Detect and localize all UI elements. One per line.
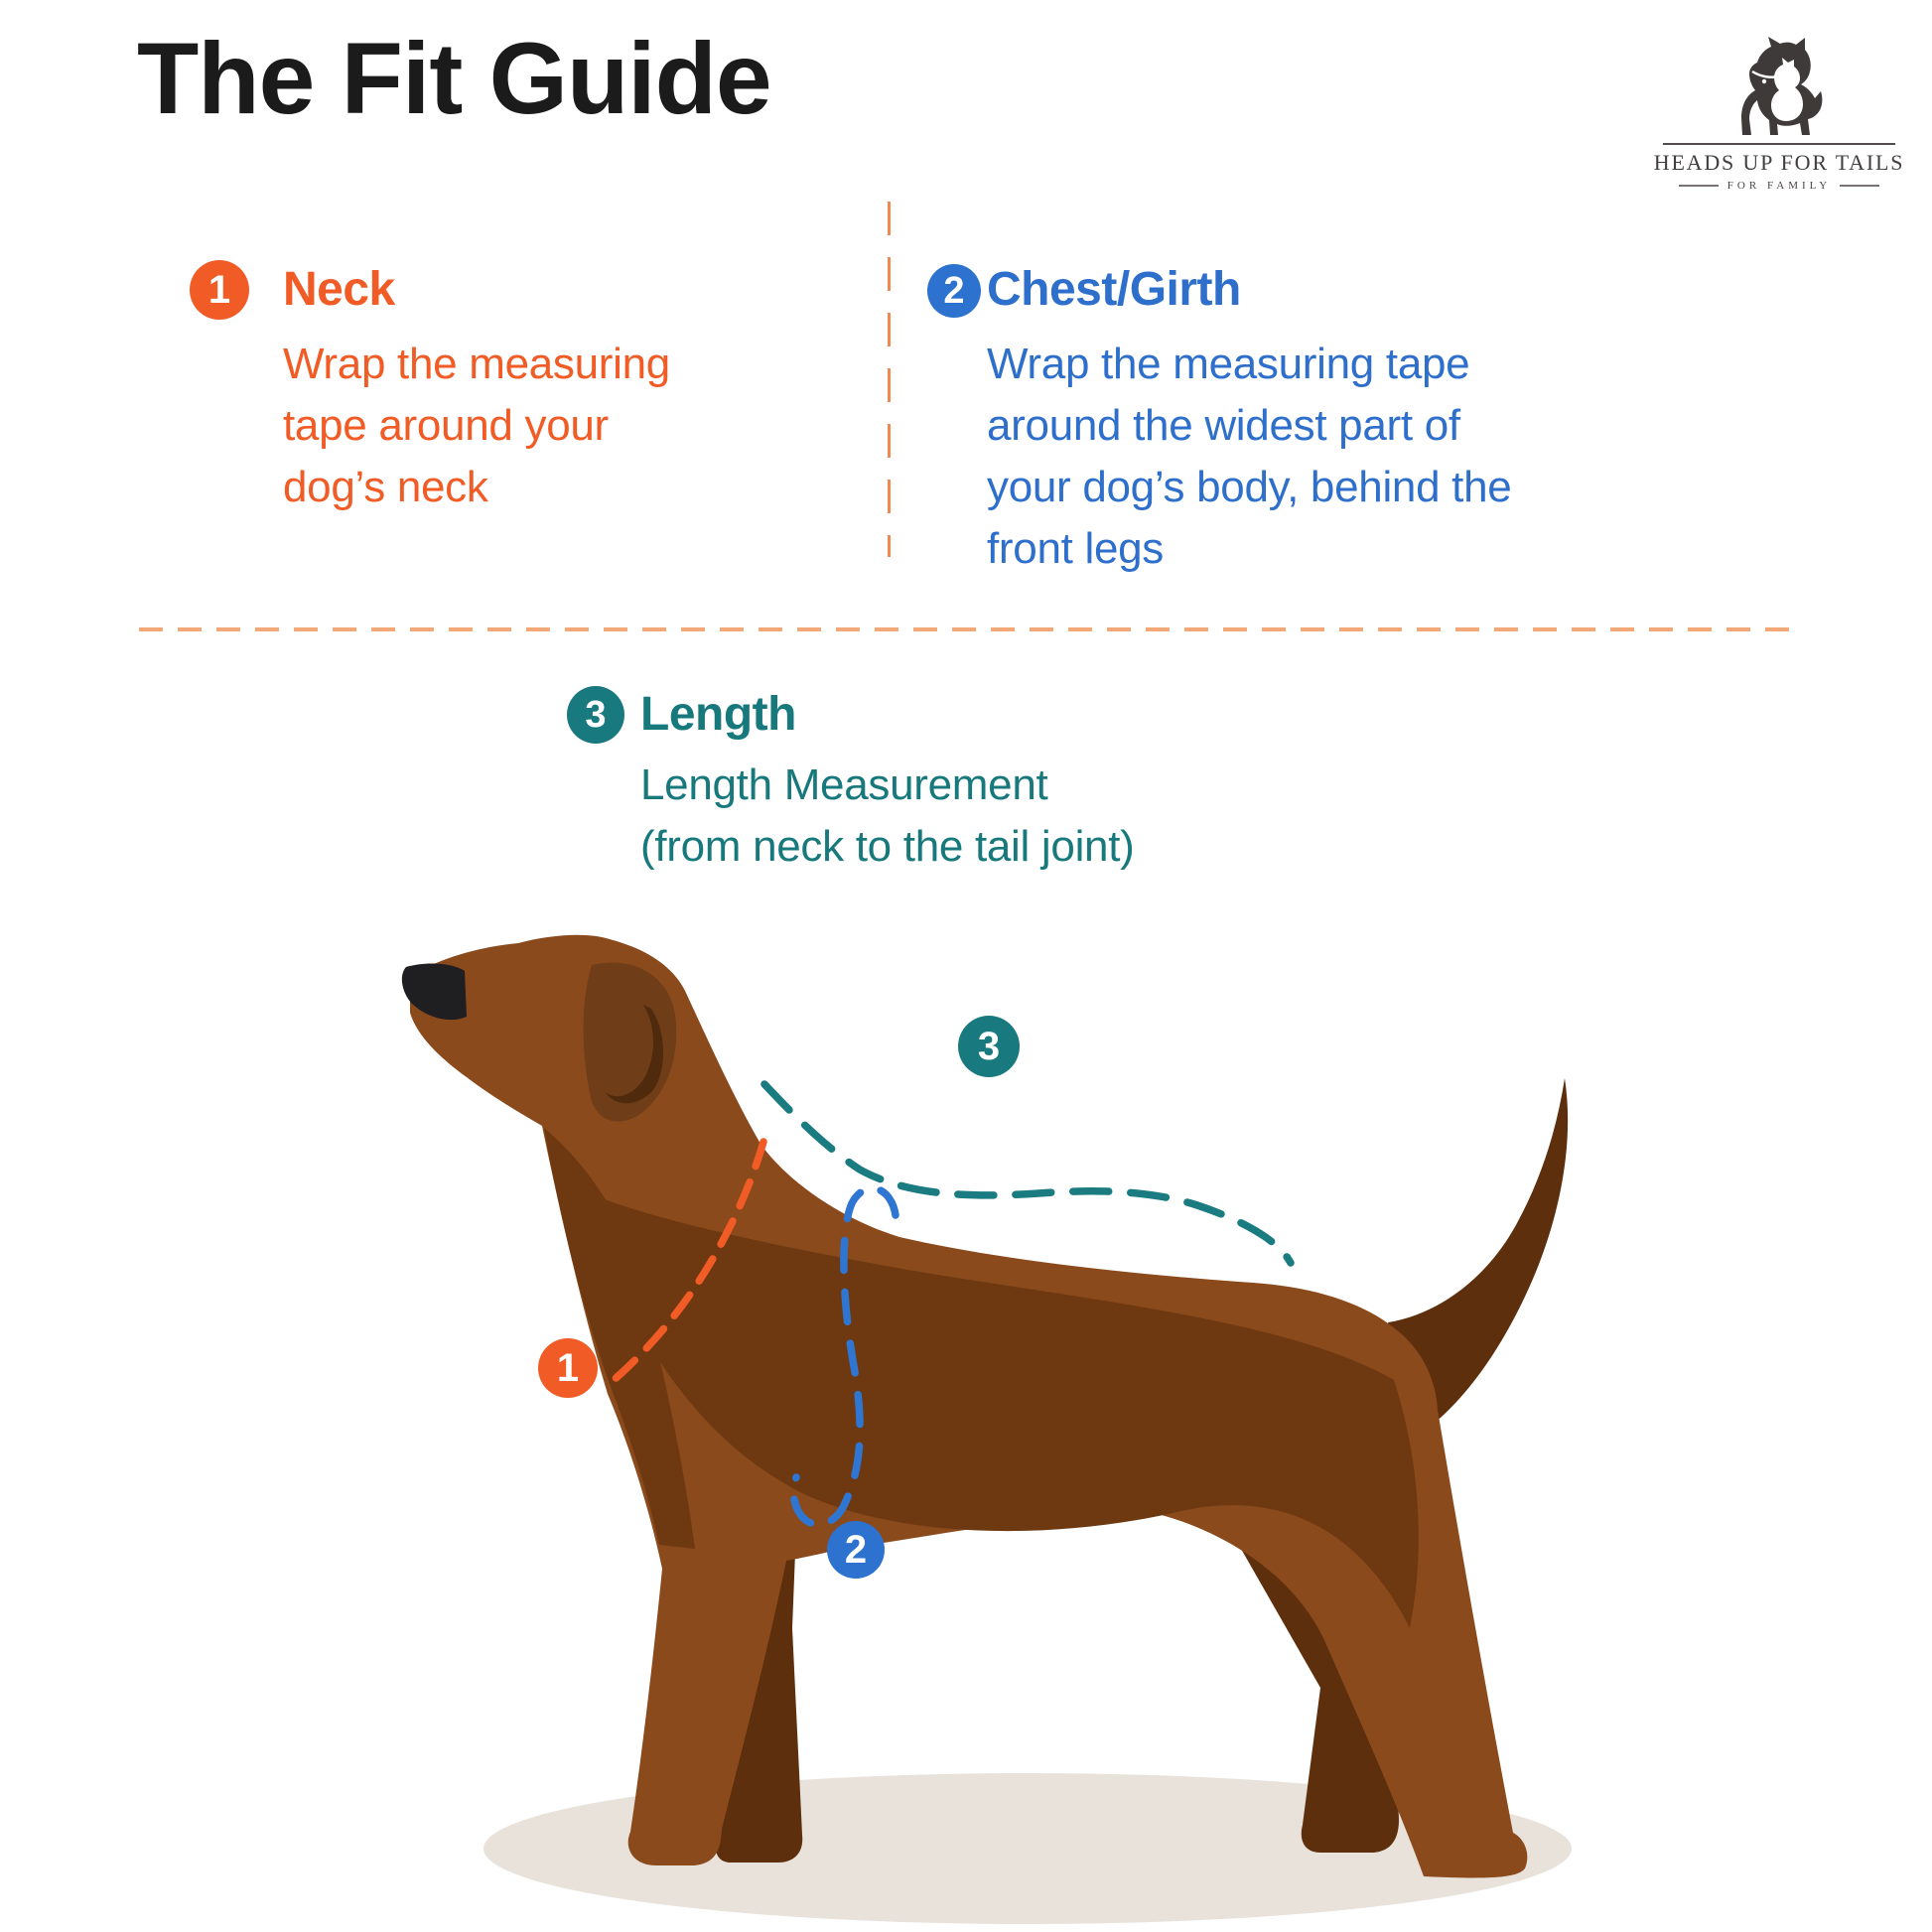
- body-line: Wrap the measuring tape: [987, 340, 1470, 388]
- body-line: tape around your: [283, 401, 609, 450]
- diagram-badge-length: 3: [958, 1016, 1020, 1077]
- step-badge-neck: 1: [190, 260, 249, 320]
- section-neck-heading: Neck: [283, 263, 395, 316]
- body-line: around the widest part of: [987, 401, 1460, 450]
- step-badge-chest: 2: [927, 264, 981, 318]
- brand-tagline: FOR FAMILY: [1726, 180, 1832, 192]
- body-line: Length Measurement: [640, 760, 1048, 809]
- diagram-badge-chest: 2: [827, 1521, 885, 1579]
- diagram-badge-neck: 1: [538, 1338, 598, 1398]
- section-length-heading: Length: [640, 688, 796, 741]
- section-chest-heading: Chest/Girth: [987, 263, 1241, 316]
- brand-name: HEADS UP FOR TAILS: [1653, 150, 1905, 175]
- page-title: The Fit Guide: [137, 22, 771, 135]
- body-line: dog’s neck: [283, 463, 488, 511]
- body-line: your dog’s body, behind the: [987, 463, 1512, 511]
- step-badge-length: 3: [567, 686, 624, 744]
- body-line: front legs: [987, 524, 1164, 573]
- body-line: (from neck to the tail joint): [640, 822, 1135, 871]
- body-line: Wrap the measuring: [283, 340, 670, 388]
